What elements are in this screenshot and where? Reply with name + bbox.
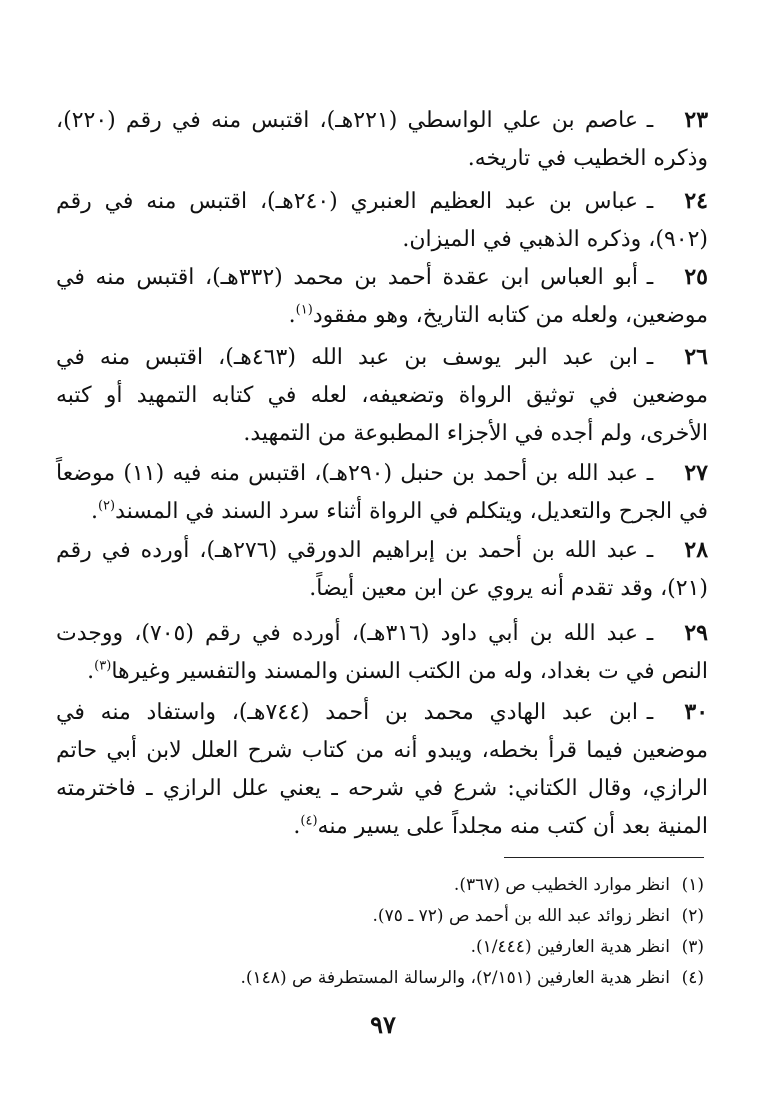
entry-number: ٢٦ (684, 344, 708, 370)
entry-dash: ـ (646, 345, 654, 370)
footnote-marker: (١) (295, 302, 313, 318)
entry-dash: ـ (646, 265, 654, 290)
entry-number: ٢٤ (684, 188, 708, 214)
footnote-divider (504, 857, 704, 858)
entry-text: عباس بن عبد العظيم العنبري (٢٤٠هـ)، اقتبس منه في رقم (٩٠٢)، وذكره الذهبي في الميزان. (56, 189, 708, 252)
footnote-text: انظر هدية العارفين (٢/١٥١)، والرسالة المستطرفة ص (١٤٨). (240, 968, 670, 988)
entry-dash: ـ (646, 108, 654, 133)
entry-number: ٢٥ (684, 264, 708, 290)
footnote-number: (٣) (681, 937, 704, 957)
footnote-4 (84, 963, 704, 993)
entry-24 (56, 182, 708, 259)
footnote-number: (٤) (681, 968, 704, 988)
footnote-text: انظر موارد الخطيب ص (٣٦٧). (453, 875, 670, 895)
entry-30: ٣٠ـابن عبد الهادي محمد بن أحمد (٧٤٤هـ)، واستفاد منه في موضعين فيما قرأ بخطه، ويبدو أنه من كتاب شرح العلل لابن أبي حاتم الرازي، وقال الكتاني: شرع في شرحه ـ يعني علل الرازي ـ فاخترمته المنية بعد أن كتب منه مجلداً على يسير منه$^{(٤)}$. (56, 693, 708, 846)
entry-text: عاصم بن علي الواسطي (٢٢١هـ)، اقتبس منه في رقم (٢٢٠)، وذكره الخطيب في تاريخه. (56, 108, 708, 171)
entry-29: ٢٩ـعبد الله بن أبي داود (٣١٦هـ)، أورده في رقم (٧٠٥)، ووجدت النص في ت بغداد، وله من الكتب السنن والمسند والتفسير وغيرها$^{(٣)}$. (56, 614, 708, 691)
entry-number: ٢٣ (684, 107, 709, 133)
entry-text: ابن عبد البر يوسف بن عبد الله (٤٦٣هـ)، اقتبس منه في موضعين في توثيق الرواة وتضعيفه، لعله في كتابه التمهيد أو كتبه الأخرى، ولم أجده في الأجزاء المطبوعة من التمهيد. (56, 345, 708, 446)
entry-number: ٢٩ (684, 620, 708, 646)
footnote-3 (84, 932, 704, 962)
entry-dash: ـ (646, 621, 654, 646)
footnote-1 (84, 870, 704, 900)
footnote-marker: (٢) (97, 498, 116, 514)
entry-dash: ـ (646, 538, 654, 563)
entry-25: ٢٥ـأبو العباس ابن عقدة أحمد بن محمد (٣٣٢هـ)، اقتبس منه في موضعين، ولعله من كتابه التاريخ، وهو مفقود$^{(١)}$. (56, 258, 708, 335)
entry-dash: ـ (646, 189, 654, 214)
footnote-number: (٢) (681, 906, 704, 926)
footnote-text: انظر هدية العارفين (١/٤٤٤). (470, 937, 670, 957)
entry-text: أبو العباس ابن عقدة أحمد بن محمد (٣٣٢هـ)، اقتبس منه في موضعين، ولعله من كتابه التاريخ، وهو مفقود (56, 265, 708, 328)
footnote-marker: (٤) (300, 813, 318, 829)
entry-27: ٢٧ـعبد الله بن أحمد بن حنبل (٢٩٠هـ)، اقتبس منه فيه (١١) موضعاً في الجرح والتعديل، ويتكلم في الرواة أثناء سرد السند في المسند$^{(٢)}$. (56, 454, 708, 531)
footnote-marker: (٣) (94, 658, 112, 674)
entry-number: ٣٠ (684, 699, 709, 725)
entry-text: عبد الله بن أحمد بن حنبل (٢٩٠هـ)، اقتبس منه فيه (١١) موضعاً في الجرح والتعديل، ويتكلم في الرواة أثناء سرد السند في المسند (56, 461, 708, 524)
entry-number: ٢٨ (684, 537, 709, 563)
footnote-number: (١) (681, 875, 704, 895)
entry-dash: ـ (646, 461, 654, 486)
entry-23 (56, 101, 708, 178)
entry-28 (56, 531, 708, 608)
footnote-text: انظر زوائد عبد الله بن أحمد ص (٧٢ ـ ٧٥). (372, 906, 670, 926)
entry-dash: ـ (646, 700, 654, 725)
entry-text: ابن عبد الهادي محمد بن أحمد (٧٤٤هـ)، واستفاد منه في موضعين فيما قرأ بخطه، ويبدو أنه من كتاب شرح العلل لابن أبي حاتم الرازي، وقال الكتاني: شرع في شرحه ـ يعني علل الرازي ـ فاخترمته المنية بعد أن كتب منه مجلداً على يسير منه (56, 700, 708, 839)
entry-26 (56, 338, 708, 453)
entry-text: عبد الله بن أحمد بن إبراهيم الدورقي (٢٧٦هـ)، أورده في رقم (٢١)، وقد تقدم أنه يروي عن ابن معين أيضاً. (56, 538, 708, 601)
footnote-2 (84, 901, 704, 931)
page-number: ٩٧ (370, 1010, 396, 1039)
entry-number: ٢٧ (684, 460, 708, 486)
entry-text: عبد الله بن أبي داود (٣١٦هـ)، أورده في رقم (٧٠٥)، ووجدت النص في ت بغداد، وله من الكتب السنن والمسند والتفسير وغيرها (56, 621, 708, 684)
